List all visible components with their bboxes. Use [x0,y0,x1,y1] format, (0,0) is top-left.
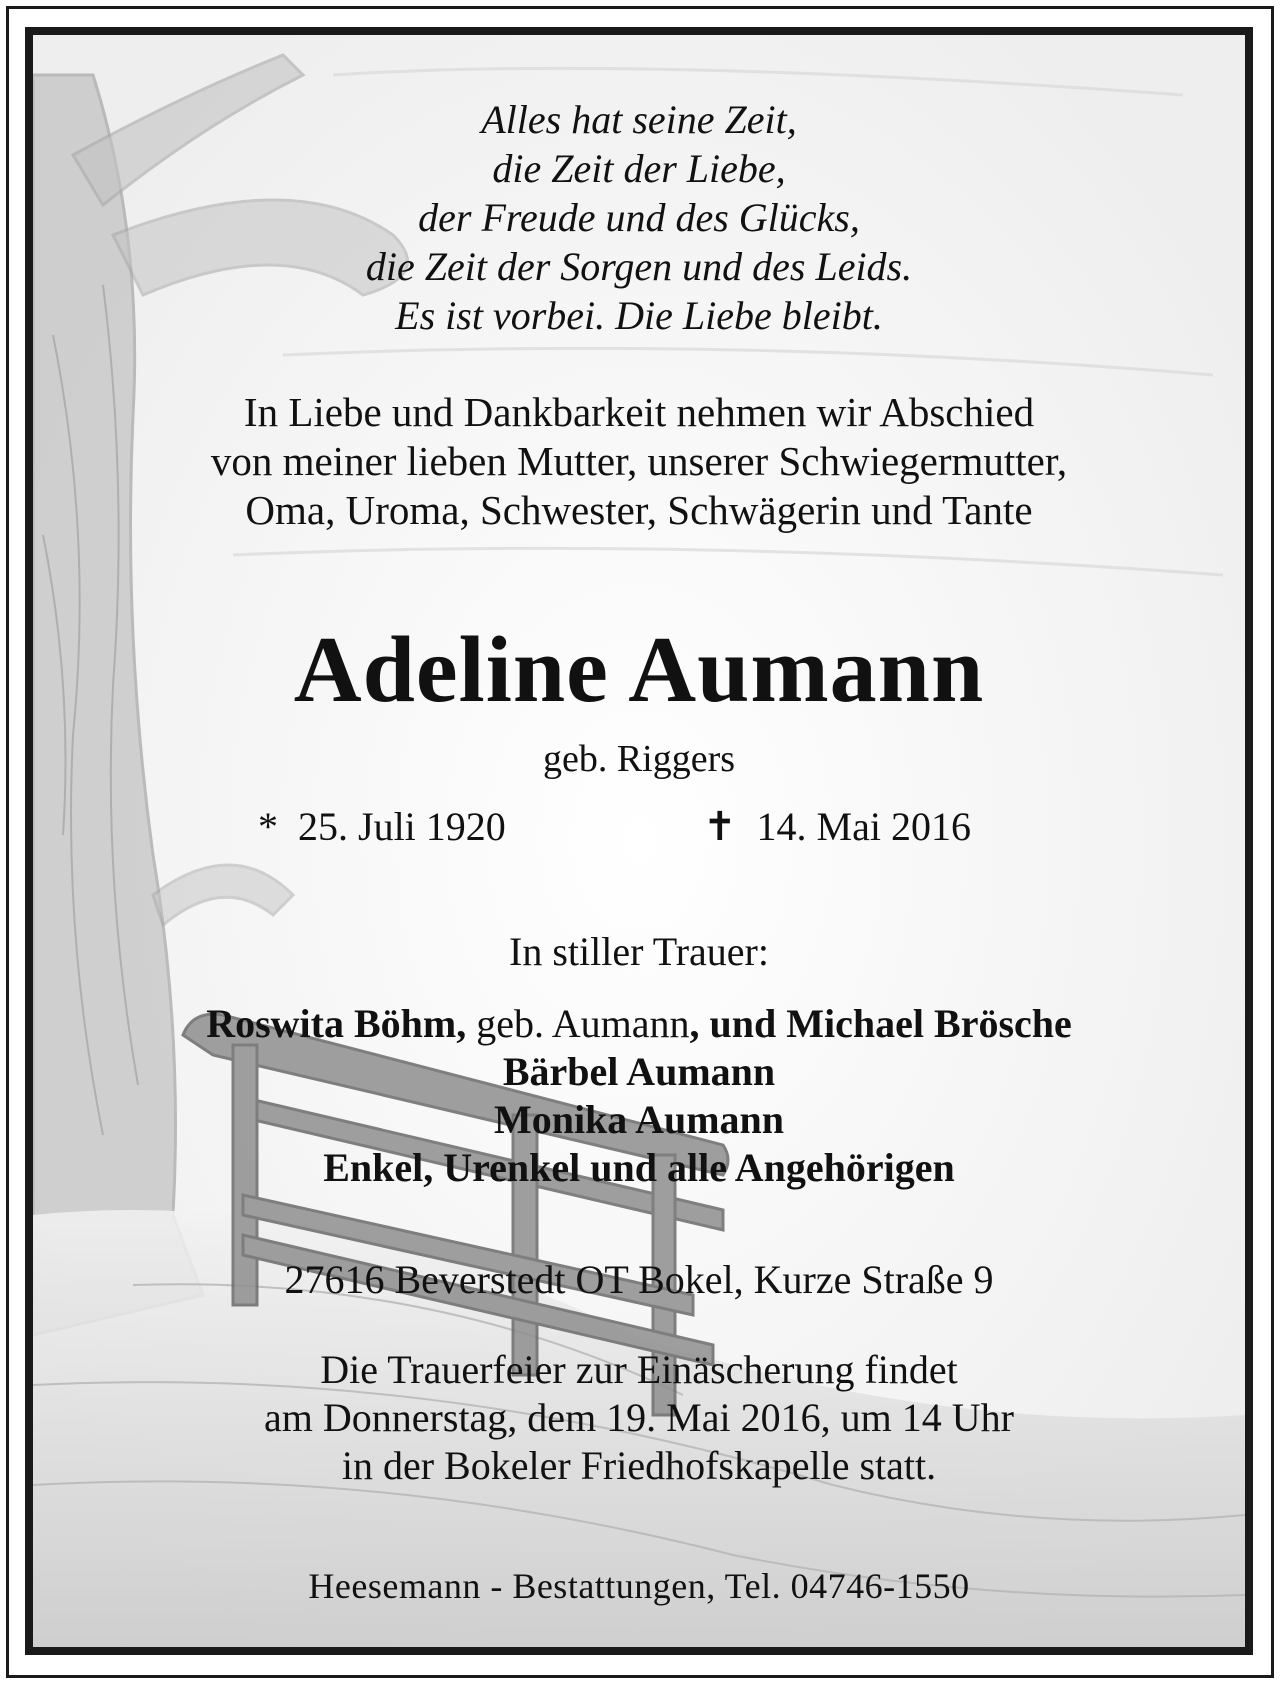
poem [33,95,1245,340]
deceased-name: Adeline Aumann [293,618,985,722]
life-dates [33,803,1245,853]
birth-date: 25. Juli 1920 [298,804,506,849]
intro-line: In Liebe und Dankbarkeit nehmen wir Abschied [243,389,1035,435]
poem-line: Alles hat seine Zeit, [481,97,797,142]
intro-line: Oma, Uroma, Schwester, Schwägerin und Tante [245,487,1033,533]
death-date: 14. Mai 2016 [756,804,971,849]
mourner-line: Bärbel Aumann [502,1049,776,1094]
birth-symbol-icon: * [258,804,278,849]
mourner-line [33,1000,1245,1048]
intro-line: von meiner lieben Mutter, unserer Schwiegermutter, [210,438,1068,484]
poem-line: die Zeit der Sorgen und des Leids. [365,244,913,289]
mourner-line: Monika Aumann [493,1097,785,1142]
mourner-name: Roswita Böhm, [206,1001,467,1046]
address: 27616 Beverstedt OT Bokel, Kurze Straße 9 [284,1257,994,1302]
mourner-maiden: geb. Aumann [466,1001,690,1046]
mourning-heading: In stiller Trauer: [509,929,769,974]
cross-icon: ✝ [703,804,737,849]
notice-text [33,35,1245,1647]
mourner-line: Enkel, Urenkel und alle Angehörigen [323,1145,955,1190]
poem-line: Es ist vorbei. Die Liebe bleibt. [395,293,883,338]
notice-frame [25,27,1253,1655]
ceremony-info [33,1346,1245,1490]
farewell-intro [33,388,1245,535]
maiden-name: geb. Riggers [542,738,736,780]
poem-line: die Zeit der Liebe, [492,146,786,191]
poem-line: der Freude und des Glücks, [418,195,860,240]
undertaker-contact: Heesemann - Bestattungen, Tel. 04746-1550 [308,1566,970,1606]
ceremony-line: am Donnerstag, dem 19. Mai 2016, um 14 Uhr [264,1395,1014,1440]
death-date-group [703,803,971,850]
ceremony-line: Die Trauerfeier zur Einäscherung findet [320,1347,958,1392]
mourner-partner: , und Michael Brösche [689,1001,1072,1046]
mourners-list [33,1000,1245,1192]
ceremony-line: in der Bokeler Friedhofskapelle statt. [341,1443,937,1488]
birth-date-group [258,803,506,850]
